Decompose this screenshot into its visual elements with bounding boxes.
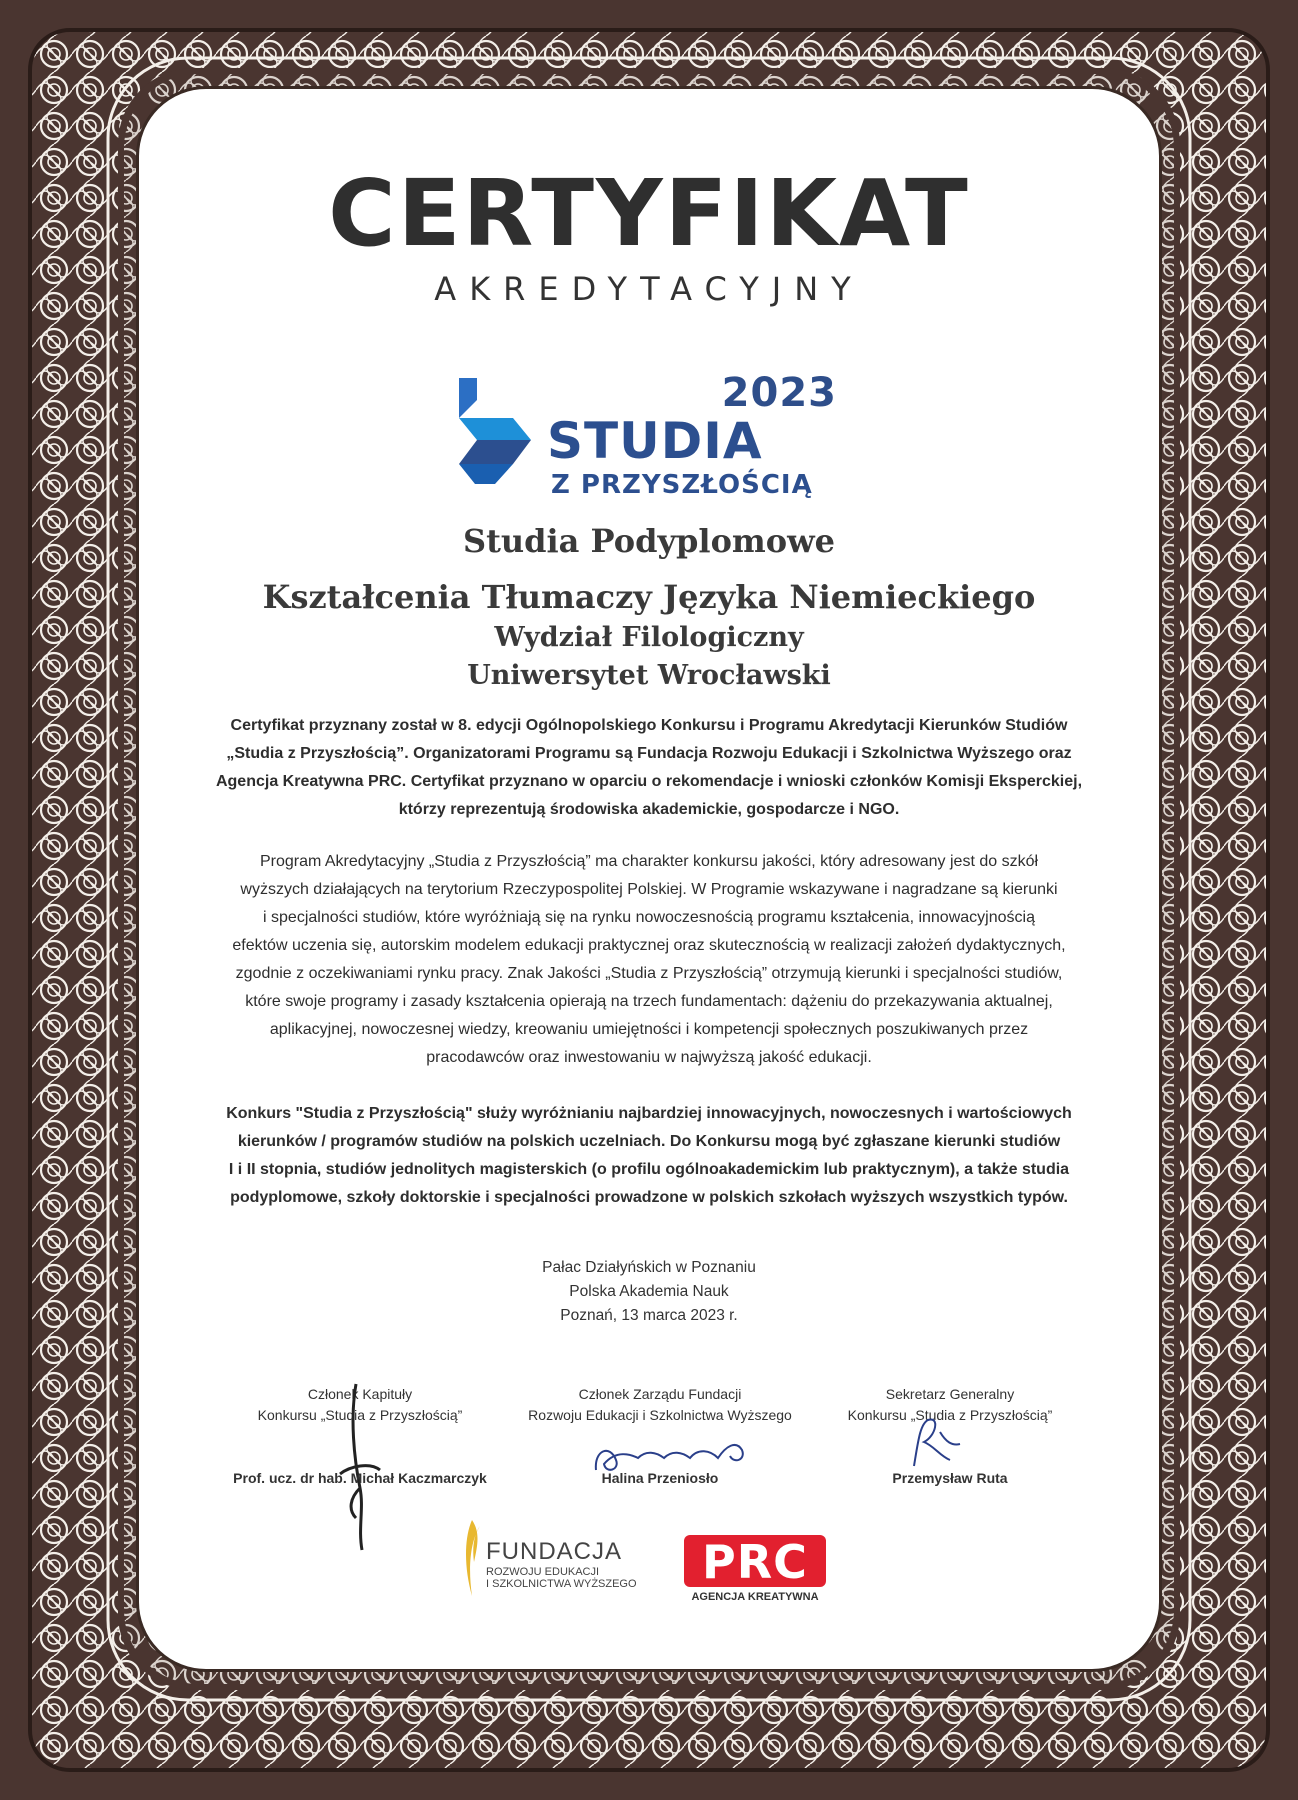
program-description-paragraph — [176, 848, 1122, 1072]
paragraph-line: „Studia z Przyszłością”. Organizatorami Programu są Fundacja Rozwoju Edukacji i Szkolnictwa Wyższego oraz — [226, 745, 1072, 762]
prc-subtitle: AGENCJA KREATYWNA — [691, 1591, 819, 1603]
paragraph-line: aplikacyjnej, nowoczesnej wiedzy, kreowaniu umiejętności i kompetencji społecznych poszukiwanych przez — [269, 1021, 1029, 1038]
fundacja-logo — [460, 1518, 640, 1598]
signature-role: Konkursu „Studia z Przyszłością” — [847, 1407, 1053, 1423]
place-date: Poznań, 13 marca 2023 r. — [560, 1307, 738, 1324]
logo-name: STUDIA — [547, 412, 763, 470]
fundacja-subtitle-line: I SZKOLNICTWA WYŻSZEGO — [486, 1578, 637, 1590]
paragraph-line: którzy reprezentują środowiska akademickie, gospodarcze i NGO. — [398, 801, 900, 818]
paragraph-line: Agencja Kreatywna PRC. Certyfikat przyznano w oparciu o rekomendacje i wnioski członków Komisji Eksperckiej, — [215, 773, 1083, 790]
university-name: Uniwersytet Wrocławski — [467, 660, 831, 691]
certificate-subtitle: AKREDYTACYJNY — [434, 270, 864, 308]
paragraph-line: podyplomowe, szkoły doktorskie i specjalności prowadzone w polskich szkołach wyższych wszystkich typów. — [230, 1189, 1068, 1206]
faculty-name: Wydział Filologiczny — [494, 622, 804, 653]
studia-logo — [455, 370, 855, 508]
program-type: Studia Podyplomowe — [462, 522, 836, 560]
handwritten-signature-3 — [900, 1412, 970, 1472]
signature-role: Konkursu „Studia z Przyszłością” — [257, 1407, 463, 1423]
prc-name: PRC — [702, 1535, 808, 1589]
paragraph-line: zgodnie z oczekiwaniami rynku pracy. Znak Jakości „Studia z Przyszłością” otrzymują kierunki i specjalności studiów, — [235, 965, 1063, 982]
certificate-title: CERTYFIKAT — [328, 160, 970, 267]
paragraph-line: pracodawców oraz inwestowaniu w najwyższą jakość edukacji. — [426, 1049, 872, 1066]
fundacja-subtitle-line: ROZWOJU EDUKACJI — [486, 1566, 600, 1578]
logo-tagline: Z PRZYSZŁOŚCIĄ — [551, 470, 813, 500]
studia-logo-mark-icon — [455, 378, 535, 486]
fundacja-name: FUNDACJA — [486, 1538, 623, 1565]
place-line2: Polska Akademia Nauk — [569, 1283, 729, 1300]
paragraph-line: Konkurs "Studia z Przyszłością" służy wyróżnianiu najbardziej innowacyjnych, nowoczesnych i wartościowych — [226, 1105, 1072, 1122]
paragraph-line: i specjalności studiów, które wyróżniają się na rynku nowoczesnością programu kształcenia, innowacyjnością — [263, 909, 1035, 926]
paragraph-line: efektów uczenia się, autorskim modelem edukacji praktycznej oraz skutecznością w realizacji założeń dydaktycznych, — [232, 937, 1066, 954]
contest-paragraph — [176, 1100, 1122, 1212]
handwritten-signature-1 — [320, 1378, 390, 1558]
signature-name-2: Halina Przeniosło — [601, 1470, 719, 1486]
signature-role: Członek Kapituły — [307, 1386, 413, 1402]
signature-role: Sekretarz Generalny — [885, 1386, 1015, 1402]
paragraph-line: I i II stopnia, studiów jednolitych magisterskich (o profilu ogólnoakademickim lub praktycznym), a także studia — [228, 1161, 1070, 1178]
signature-name-1: Prof. ucz. dr hab. Michał Kaczmarczyk — [233, 1470, 487, 1486]
fundacja-flame-icon — [460, 1518, 484, 1598]
award-paragraph — [176, 712, 1122, 824]
paragraph-line: Program Akredytacyjny „Studia z Przyszłością” ma charakter konkursu jakości, który adresowany jest do szkół — [259, 853, 1039, 870]
prc-logo — [684, 1535, 826, 1601]
signature-block-2 — [510, 1384, 810, 1426]
logo-year: 2023 — [721, 370, 837, 416]
fundacja-subtitle — [486, 1566, 637, 1590]
signature-role: Rozwoju Edukacji i Szkolnictwa Wyższego — [528, 1407, 792, 1423]
signature-name-3: Przemysław Ruta — [892, 1470, 1008, 1486]
paragraph-line: które swoje programy i zasady kształcenia opierają na trzech fundamentach: dążeniu do przekazywania aktualnej, — [245, 993, 1053, 1010]
paragraph-line: kierunków / programów studiów na polskich uczelniach. Do Konkursu mogą być zgłaszane kierunki studiów — [237, 1133, 1061, 1150]
program-name: Kształcenia Tłumaczy Języka Niemieckiego — [262, 578, 1036, 616]
place-line1: Pałac Działyńskich w Poznaniu — [542, 1259, 756, 1276]
paragraph-line: wyższych działających na terytorium Rzeczypospolitej Polskiej. W Programie wskazywane i nagradzane są kierunki — [240, 881, 1058, 898]
paragraph-line: Certyfikat przyznany został w 8. edycji Ogólnopolskiego Konkursu i Programu Akredytacji Kierunków Studiów — [230, 717, 1068, 734]
signature-role: Członek Zarządu Fundacji — [578, 1386, 742, 1402]
